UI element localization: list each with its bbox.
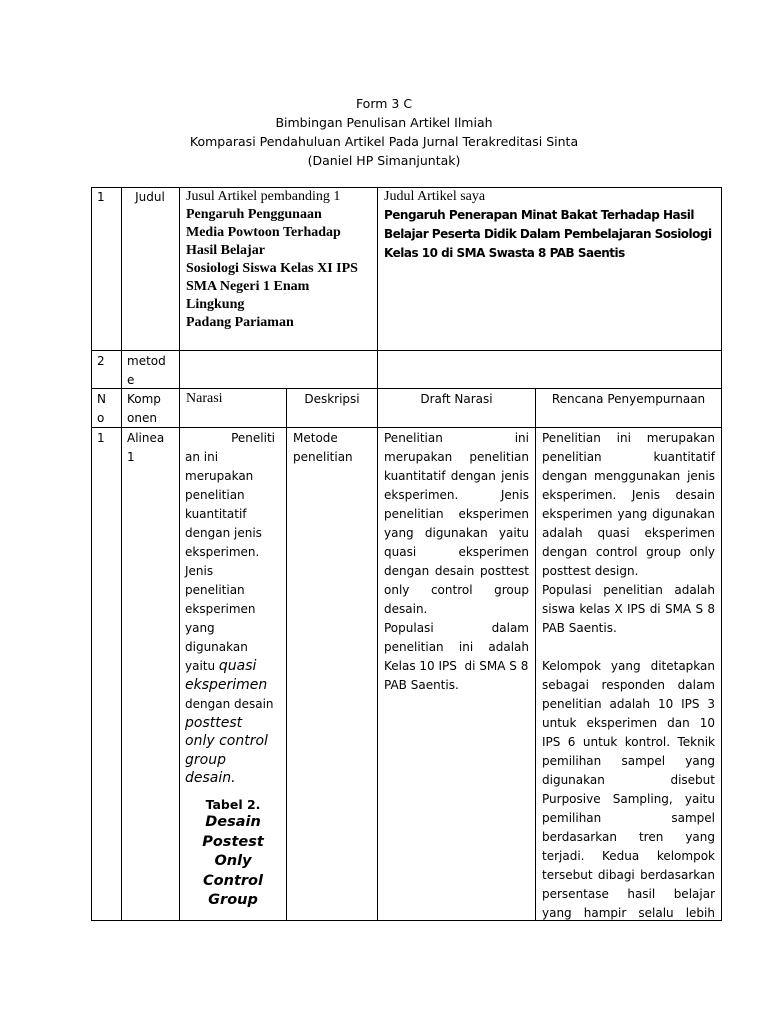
form-title: Komparasi Pendahuluan Artikel Pada Jurnal Terakreditasi Sinta [189, 134, 579, 149]
header-deskripsi: Deskripsi [304, 392, 360, 406]
form-subtitle: Bimbingan Penulisan Artikel Ilmiah [275, 115, 493, 130]
form-label: Form 3 C [355, 96, 413, 111]
row1-number: 1 [97, 190, 105, 204]
document-header [0, 94, 768, 170]
row1-label: Judul [135, 190, 165, 204]
my-article-heading: Judul Artikel saya [384, 189, 486, 204]
header-no: N o [97, 392, 106, 425]
narasi-text: Peneliti an ini merupakan penelitian kuantitatif dengan jenis eksperimen. Jenis penelitian eksperimen yang digunakan yaitu quasi eksperimen dengan desain posttest only control group desain. [185, 431, 275, 786]
header-draft-narasi: Draft Narasi [420, 392, 493, 406]
header-komponen: Komp onen [127, 392, 161, 425]
author-name: (Daniel HP Simanjuntak) [307, 153, 461, 168]
comparison-article-title: Pengaruh Penggunaan Media Powtoon Terhadap Hasil Belajar Sosiologi Siswa Kelas XI IPS SMA Negeri 1 Enam Lingkung Padang Pariaman [186, 207, 358, 330]
row2-label: metod e [127, 354, 166, 387]
row2-number: 2 [97, 354, 105, 368]
table-caption: Tabel 2. Desain Postest Only Control Group [202, 797, 264, 908]
comparison-article-heading: Jusul Artikel pembanding 1 [186, 189, 341, 204]
row4-label: Alinea 1 [127, 431, 165, 464]
deskripsi-text: Metode penelitian [293, 431, 353, 464]
my-article-title: Pengaruh Penerapan Minat Bakat Terhadap Hasil Belajar Peserta Didik Dalam Pembelajaran Sosiologi Kelas 10 di SMA Swasta 8 PAB Saentis [384, 208, 712, 260]
row4-number: 1 [97, 431, 105, 445]
header-narasi: Narasi [186, 391, 223, 406]
draft-narasi-text: Penelitian ini merupakan penelitian kuantitatif dengan jenis eksperimen. Jenis penelitian eksperimen yang digunakan yaitu quasi eksperimen dengan desain posttest only control group desain. Populasi dalam penelitian ini adalah Kelas 10 IPS di SMA S 8 PAB Saentis. [384, 431, 529, 692]
header-rencana: Rencana Penyempurnaan [551, 392, 706, 406]
rencana-penyempurnaan-text: Penelitian ini merupakan penelitian kuantitatif dengan menggunakan jenis eksperimen. Jenis desain eksperimen yang digunakan adalah quasi eksperimen dengan control group only posttest design. Populasi penelitian adalah siswa kelas X IPS di SMA S 8 PAB Saentis. Kelompok yang ditetapkan sebagai responden dalam penelitian adalah 10 IPS 3 untuk eksperimen dan 10 IPS 6 untuk kontrol. Teknik pemilihan sampel yang digunakan disebut Purposive Sampling, yaitu pemilihan sampel berdasarkan tren yang terjadi. Kedua kelompok tersebut dibagi berdasarkan persentase hasil belajar yang hampir selalu lebih [542, 431, 715, 920]
